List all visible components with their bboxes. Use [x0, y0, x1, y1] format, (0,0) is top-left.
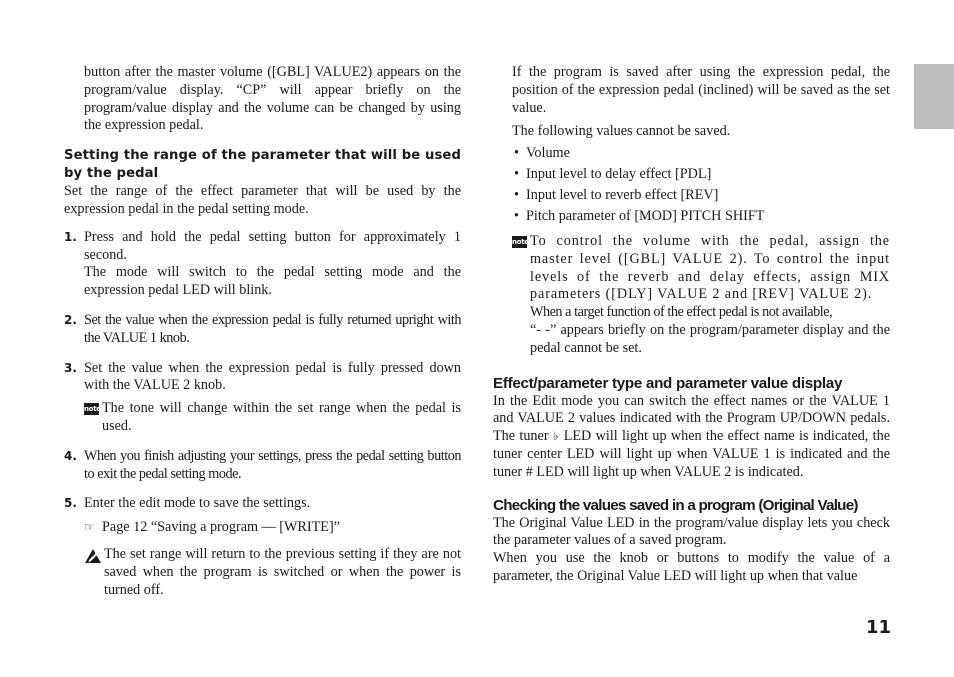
- list-item: • Input level to reverb effect [REV]: [514, 187, 890, 205]
- cannot-save-intro: The following values cannot be saved.: [512, 123, 731, 140]
- step-3: [64, 360, 461, 436]
- note-icon: note: [84, 405, 101, 414]
- step-note: [84, 400, 461, 436]
- pedal-range-heading: Setting the range of the parameter that will be used by the pedal: [64, 148, 461, 182]
- step-1: [64, 229, 461, 300]
- effect-display-text: In the Edit mode you can switch the effect names or the VALUE 1 and VALUE 2 values indicated with the Program UP/DOWN pedals. The tuner ♭ LED will light up when the effect name is indicated, the tuner center LED will light up when VALUE 1 is indicated and the tuner # LED will light up when VALUE 2 is indicated.: [493, 392, 891, 480]
- left-column: [64, 63, 461, 599]
- page-number: 11: [866, 617, 892, 638]
- chapter-side-tab: [914, 64, 954, 129]
- step-text: Press and hold the pedal setting button for approximately 1 second.: [84, 228, 461, 263]
- step-text: Set the value when the expression pedal is fully returned upright with the VALUE 1 knob.: [84, 311, 461, 346]
- volume-note: [512, 233, 890, 358]
- step-text: When you finish adjusting your settings, press the pedal setting button to exit the pedal setting mode.: [84, 447, 461, 482]
- step-number: 2.: [64, 312, 77, 327]
- note-text: To control the volume with the pedal, assign the master level ([GBL] VALUE 2). To control the input levels of the reverb and delay effects, assign MIX parameters ([DLY] VALUE 2 and [REV] VALUE 2).: [530, 232, 890, 303]
- step-number: 4.: [64, 448, 77, 463]
- cannot-save-list: [501, 145, 890, 226]
- step-number: 1.: [64, 229, 77, 244]
- step-text: Set the value when the expression pedal is fully pressed down with the VALUE 2 knob.: [84, 359, 461, 394]
- caution-note: [84, 546, 461, 599]
- original-value-text: The Original Value LED in the program/value display lets you check the parameter values of a saved program.: [493, 514, 890, 549]
- reference-hand-icon: ☞: [84, 520, 95, 535]
- expression-save-paragraph: If the program is saved after using the expression pedal, the position of the expression pedal (inclined) will be saved as the set value.: [512, 64, 890, 116]
- step-number: 3.: [64, 360, 77, 375]
- list-item: • Pitch parameter of [MOD] PITCH SHIFT: [514, 208, 890, 226]
- step-4: [64, 448, 461, 484]
- original-value-heading: Checking the values saved in a program (Original Value): [493, 496, 858, 514]
- step-number: 5.: [64, 496, 77, 511]
- list-item: • Volume: [514, 145, 890, 163]
- step-subtext: The mode will switch to the pedal setting mode and the expression pedal LED will blink.: [84, 264, 461, 299]
- pedal-range-intro: Set the range of the effect parameter that will be used by the expression pedal in the pedal setting mode.: [64, 183, 461, 217]
- step-5: [64, 495, 461, 599]
- list-item: • Input level to delay effect [PDL]: [514, 166, 890, 184]
- note-icon: note: [512, 237, 529, 246]
- step-text: Enter the edit mode to save the settings.: [84, 495, 311, 512]
- note-text: “- -” appears briefly on the program/parameter display and the pedal cannot be set.: [530, 321, 890, 356]
- note-text: When a target function of the effect pedal is not available,: [530, 304, 833, 321]
- flat-symbol: ♭: [552, 429, 560, 444]
- intro-paragraph: button after the master volume ([GBL] VALUE2) appears on the program/value display. “CP” will appear briefly on the program/value display and the volume can be changed by using the expression pedal.: [84, 64, 461, 134]
- right-column: [493, 63, 890, 586]
- caution-icon: [84, 548, 102, 564]
- page-reference: [84, 519, 461, 537]
- effect-display-heading: Effect/parameter type and parameter value display: [493, 374, 843, 392]
- step-2: [64, 312, 461, 348]
- sharp-symbol: #: [525, 463, 533, 480]
- original-value-text-2: When you use the knob or buttons to modify the value of a parameter, the Original Value LED will light up when that value: [493, 550, 890, 584]
- reference-text: Page 12 “Saving a program — [WRITE]”: [102, 519, 340, 536]
- note-text: The tone will change within the set range when the pedal is used.: [102, 400, 461, 434]
- caution-text: The set range will return to the previous setting if they are not saved when the program is switched or when the power is turned off.: [104, 545, 461, 598]
